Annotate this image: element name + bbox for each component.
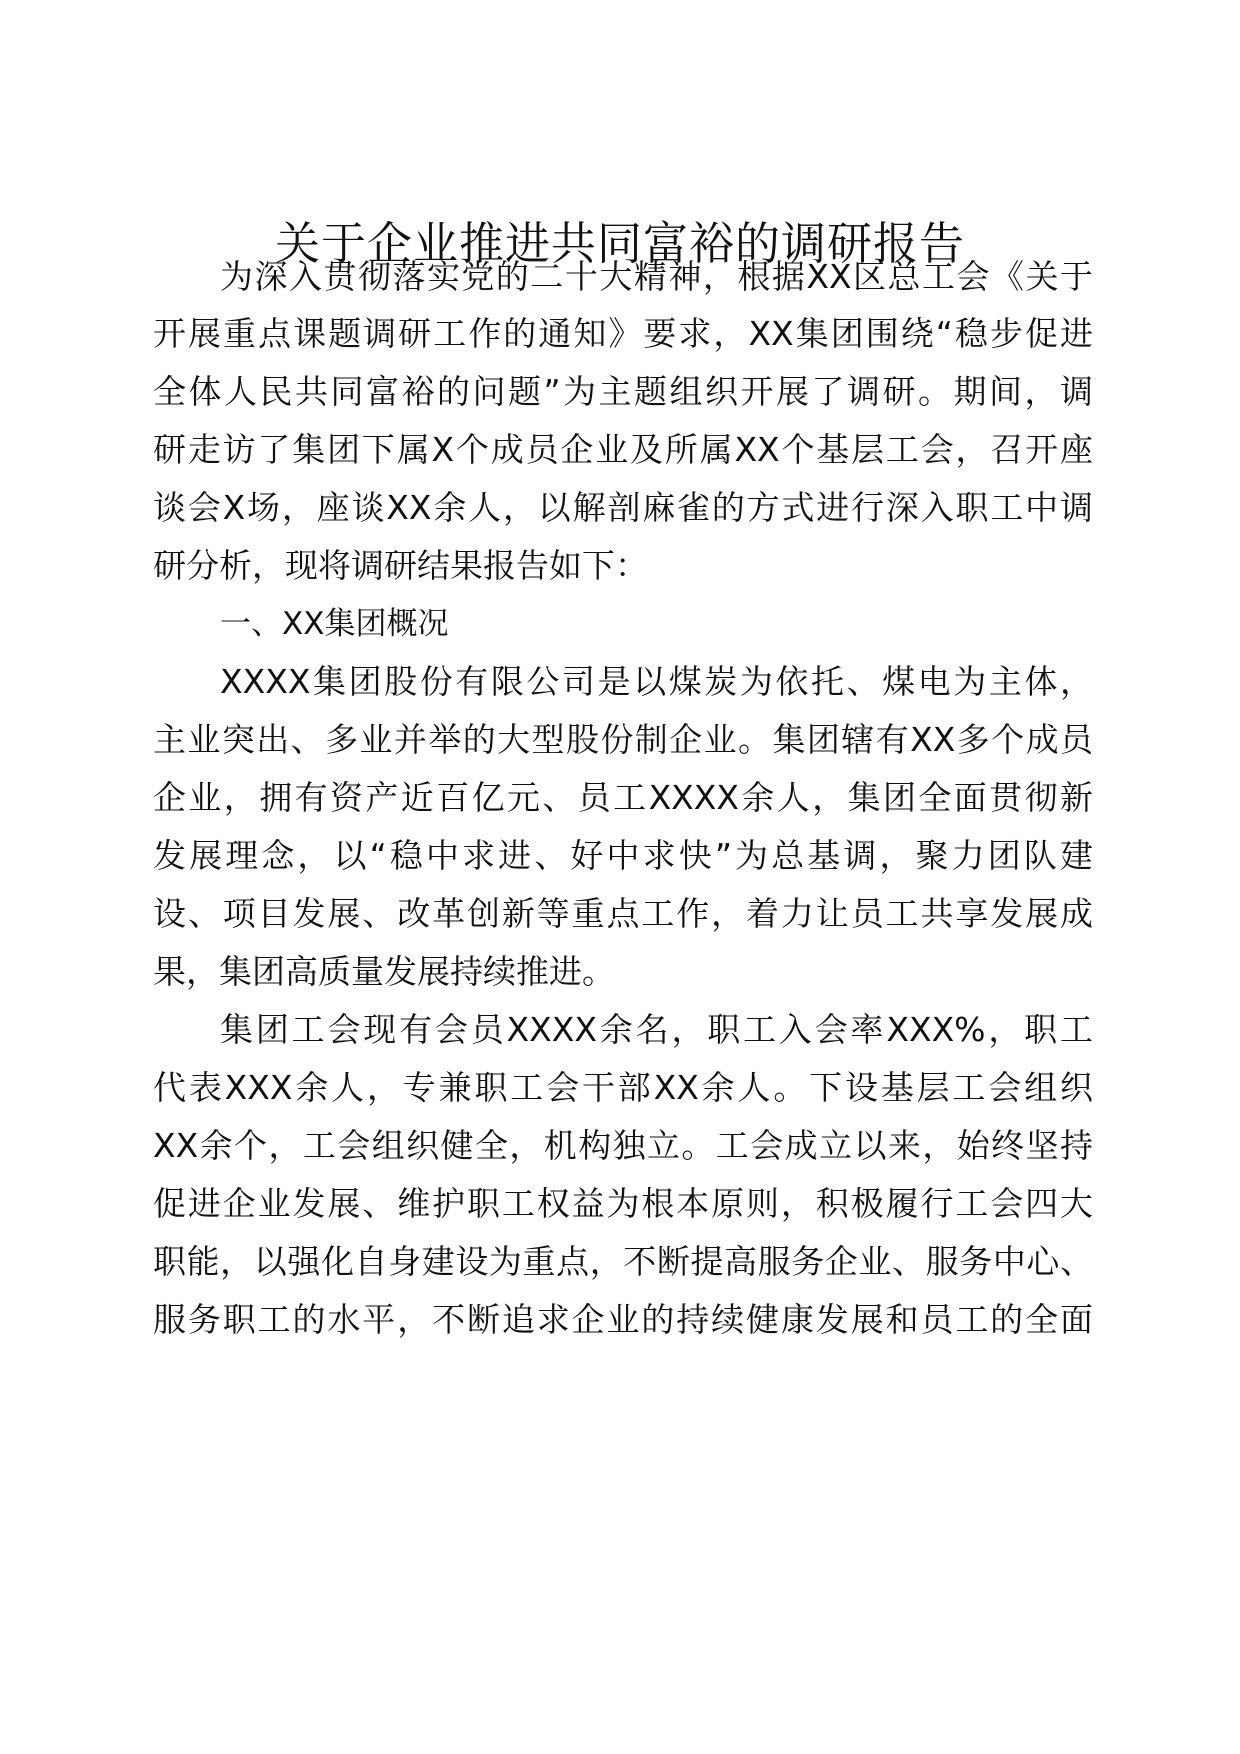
paragraph-line: 研走访了集团下属X个成员企业及所属XX个基层工会，召开座	[153, 430, 1093, 469]
paragraph-line: 谈会X场，座谈XX余人，以解剖麻雀的方式进行深入职工中调	[153, 488, 1093, 527]
paragraph-line: 发展理念，以“稳中求进、好中求快”为总基调，聚力团队建	[153, 836, 1093, 875]
paragraph-line: XX余个，工会组织健全，机构独立。工会成立以来，始终坚持	[153, 1126, 1093, 1165]
paragraph-line: 企业，拥有资产近百亿元、员工XXXX余人，集团全面贯彻新	[153, 778, 1093, 817]
paragraph-line: 全体人民共同富裕的问题”为主题组织开展了调研。期间，调	[153, 372, 1093, 411]
paragraph-line: 服务职工的水平，不断追求企业的持续健康发展和员工的全面	[153, 1300, 1093, 1339]
paragraph-line: 为深入贯彻落实党的二十大精神，根据XX区总工会《关于	[220, 257, 1093, 296]
paragraph-line: 集团工会现有会员XXXX余名，职工入会率XXX%，职工	[220, 1010, 1093, 1049]
paragraph-line: 果，集团高质量发展持续推进。	[153, 952, 615, 991]
paragraph-line: 主业突出、多业并举的大型股份制企业。集团辖有XX多个成员	[153, 720, 1093, 759]
paragraph-line: XXXX集团股份有限公司是以煤炭为依托、煤电为主体，	[220, 662, 1093, 701]
paragraph-line: 职能，以强化自身建设为重点，不断提高服务企业、服务中心、	[153, 1242, 1093, 1281]
paragraph-line: 开展重点课题调研工作的通知》要求，XX集团围绕“稳步促进	[153, 314, 1093, 353]
section-heading: 一、XX集团概况	[220, 606, 449, 642]
paragraph-line: 促进企业发展、维护职工权益为根本原则，积极履行工会四大	[153, 1184, 1093, 1223]
document-title: 关于企业推进共同富裕的调研报告	[274, 217, 965, 270]
paragraph-line: 研分析，现将调研结果报告如下：	[153, 546, 648, 585]
paragraph-line: 代表XXX余人，专兼职工会干部XX余人。下设基层工会组织	[153, 1068, 1093, 1107]
paragraph-line: 设、项目发展、改革创新等重点工作，着力让员工共享发展成	[153, 894, 1093, 933]
